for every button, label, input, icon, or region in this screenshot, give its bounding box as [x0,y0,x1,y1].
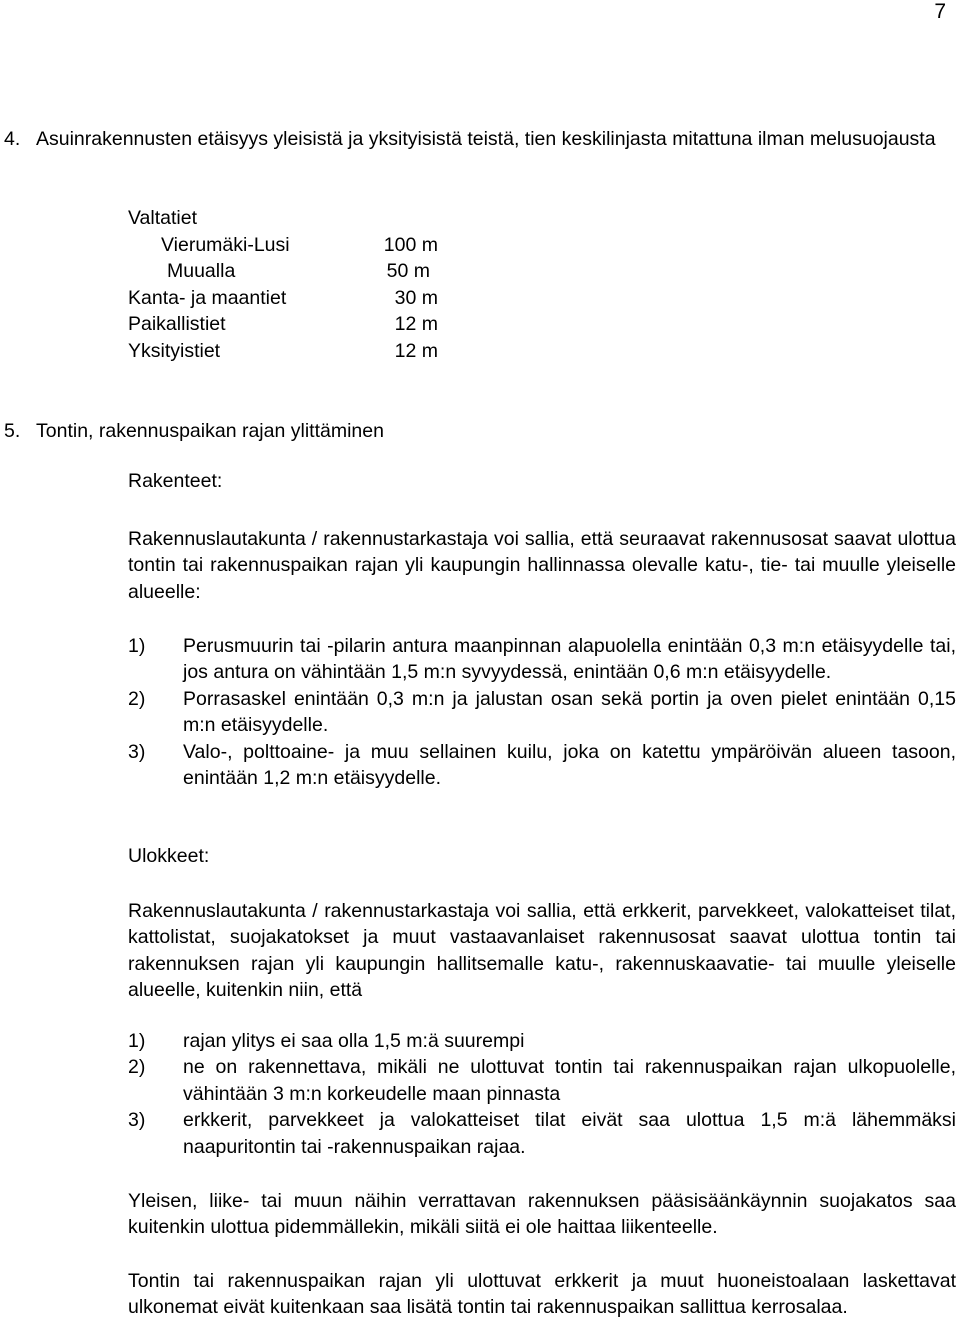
list-item [128,1054,956,1107]
distance-label: Muualla [167,260,236,282]
list-item [128,1028,956,1054]
distance-row [128,311,488,338]
distance-row [128,285,488,312]
list-item [128,1107,956,1160]
paragraph-floor-area: Tontin tai rakennuspaikan rajan yli ulottuvat erkkerit ja muut huoneistoalaan laskettavat ulkonemat eivät kuitenkaan saa lisätä tontin tai rakennuspaikan sallittua kerrosalaa. [128,1270,956,1319]
list-item [128,739,956,792]
distance-row [128,338,488,365]
paragraph-entrance: Yleisen, liike- tai muun näihin verrattavan rakennuksen pääsisäänkäynnin suojakatos saa kuitenkin ulottua pidemmällekin, mikäli siitä ei ole haittaa liikenteelle. [128,1190,956,1239]
list-item [128,686,956,739]
rakenteet-label: Rakenteet: [128,470,223,492]
distance-value: 12 m [394,313,438,335]
section-4-number: 4. [4,128,21,150]
list-marker: 1) [128,635,146,657]
rakenteet-list [128,633,956,791]
list-item-text: Valo-, polttoaine- ja muu sellainen kuilu, joka on katettu ympäröivän alueen tasoon, enintään 1,2 m:n etäisyydelle. [183,740,956,790]
distance-value: 30 m [394,286,438,309]
list-item-text: ne on rakennettava, mikäli ne ulottuvat tontin tai rakennuspaikan rajan ulkopuolelle, vähintään 3 m:n korkeudelle maan pinnasta [183,1056,956,1105]
section-5-number: 5. [4,420,21,442]
list-marker: 3) [128,740,146,763]
distance-label: Kanta- ja maantiet [128,286,287,309]
distance-value: 50 m [386,260,430,282]
distance-label: Paikallistiet [128,313,226,335]
section-5-heading [4,418,384,445]
distance-row [128,258,488,285]
distance-table [128,205,488,364]
distance-label: Valtatiet [128,207,198,229]
page-number: 7 [934,0,946,23]
list-item-text: rajan ylitys ei saa olla 1,5 m:ä suurempi [183,1030,525,1052]
list-item-text: Porrasaskel enintään 0,3 m:n ja jalustan osan sekä portin ja oven pielet enintään 0,15 m:n etäisyydelle. [183,687,956,737]
list-marker: 2) [128,687,146,710]
distance-row [128,205,488,232]
list-marker: 1) [128,1030,146,1052]
section-4-title: Asuinrakennusten etäisyys yleisistä ja yksityisistä teistä, tien keskilinjasta mitattuna ilman melusuojausta [36,128,936,150]
list-marker: 3) [128,1109,146,1132]
section-5-title: Tontin, rakennuspaikan rajan ylittäminen [36,420,384,442]
list-item-text: erkkerit, parvekkeet ja valokatteiset tilat eivät saa ulottua 1,5 m:ä lähemmäksi naapuritontin tai -rakennuspaikan rajaa. [183,1109,956,1158]
distance-value: 12 m [394,339,438,362]
list-item [128,633,956,686]
ulokkeet-list [128,1028,956,1160]
distance-label: Yksityistiet [128,339,221,362]
list-item-text: Perusmuurin tai -pilarin antura maanpinnan alapuolella enintään 0,3 m:n etäisyydelle tai, jos antura on vähintään 1,5 m:n syvyydessä, enintään 0,6 m:n etäisyydelle. [183,635,956,684]
distance-row [128,232,488,259]
list-marker: 2) [128,1056,146,1079]
distance-label: Vierumäki-Lusi [161,233,290,256]
ulokkeet-label: Ulokkeet: [128,845,210,867]
section-4-heading [4,126,944,153]
rakenteet-intro: Rakennuslautakunta / rakennustarkastaja voi sallia, että seuraavat rakennusosat saavat ulottua tontin tai rakennuspaikan rajan yli kaupungin hallinnassa olevalle katu-, tie- tai muulle yleiselle alueelle: [128,528,956,603]
distance-value: 100 m [383,233,438,256]
ulokkeet-intro: Rakennuslautakunta / rakennustarkastaja voi sallia, että erkkerit, parvekkeet, valokatteiset tilat, kattolistat, suojakatokset ja muut vastaavanlaiset rakennusosat saavat ulottua tontin tai rakennuksen rajan yli kaupungin hallitsemalle katu-, rakennuskaavatie- tai muulle yleiselle alueelle, kuitenkin niin, että [128,900,956,1002]
